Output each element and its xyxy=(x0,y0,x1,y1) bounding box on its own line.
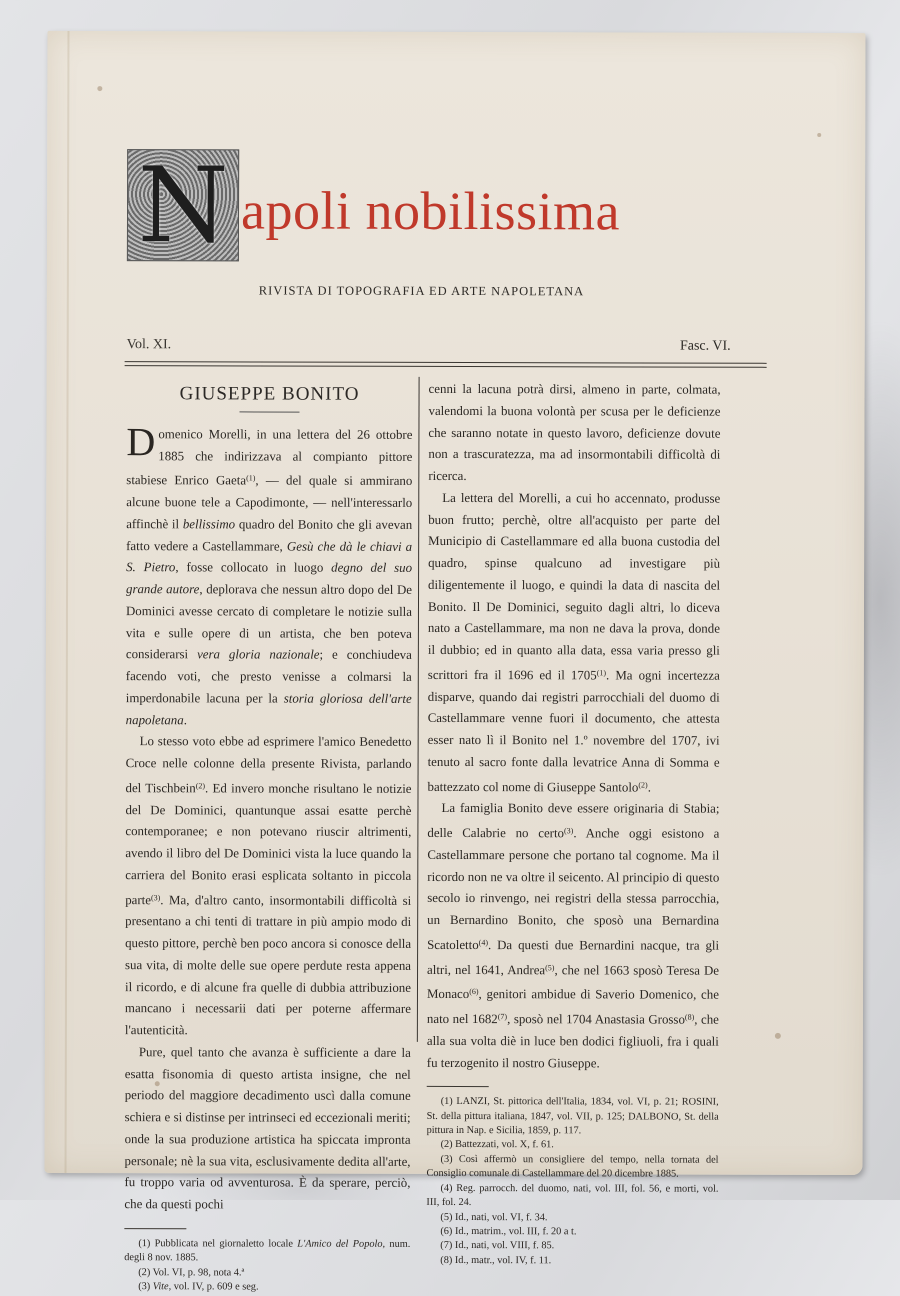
footnote-r8: (8) Id., matr., vol. IV, f. 11. xyxy=(440,1254,552,1266)
masthead xyxy=(127,144,727,267)
footnote-ref: (4) xyxy=(478,937,489,947)
footnote-r1: (1) LANZI, St. pittorica dell'Italia, 1834, vol. VI, p. 21; ROSINI, St. della pittura italiana, 1847, vol. VII, p. 125; DALBONO, St. della pittura in Nap. e Sicilia, 1859, p. 117. xyxy=(426,1096,719,1137)
journal-title: apoli nobilissima xyxy=(240,180,621,242)
paper-stain xyxy=(775,1033,781,1039)
header-double-rule xyxy=(125,361,767,368)
paragraph-3: Pure, quel tanto che avanza è sufficiente a dare la esatta fisonomia di questo artista insigne, che nel periodo del maggiore decadimento uscì dalla comune schiera e si distinse per intrinseci ed eccezionali meriti; onde la sua produzione artistica ha spiccata impronta personale; nè la sua vita, esclusivamente dedita all'arte, fu troppo varia od avventurosa. È da sperare, perciò, che da questi pochi xyxy=(124,1044,411,1212)
footnote-r7: (7) Id., nati, vol. VIII, f. 85. xyxy=(440,1240,555,1252)
footnote-ref: (3) xyxy=(564,826,574,836)
footnote-r6: (6) Id., matrim., vol. III, f. 20 a t. xyxy=(440,1225,577,1238)
ornamental-initial-icon xyxy=(127,144,239,267)
footnote-ref: (2) xyxy=(638,779,648,790)
footnote-r2: (2) Battezzati, vol. X, f. 61. xyxy=(440,1139,554,1151)
footnote-rule xyxy=(124,1228,186,1229)
footnote-ref: (1) xyxy=(596,668,607,678)
paragraph-5: La lettera del Morelli, a cui ho accennato, produsse buon frutto; perchè, oltre all'acquisto per parte del Municipio di Castellammare ed alla buona custodia del quadro, spinse qualcuno ad investigare più diligentemente il luogo, e quindi la data di nascita del Bonito. Il De Dominici, seguito dagli altri, lo diceva nato a Castellammare, ma non ne dava la prova, donde il dubbio; ed in quanto alla data, essa varia presso gli scrittori fra il 1696 ed il 1705$^{(1)}$. Ma ogni incertezza disparve, quando dai registri parrocchiali del duomo di Castellammare venne fuori il documento, che attesta esser nato lì il Bonito nel 1.º novembre del 1707, ivi tenuto al sacro fonte dalla levatrice Anna di Somma e battezzato col nome di Giuseppe Santolo$^{(2)}$. xyxy=(427,490,721,795)
paragraph-1: Domenico Morelli, in una lettera del 26 ottobre 1885 che indirizzava al compianto pittore stabiese Enrico Gaeta$^{(1)}$, — del quale si ammirano alcune buone tele a Capodimonte, — nell'interessarlo affinchè il bellissimo quadro del Bonito che gli avevan fatto vedere a Castellammare, Gesù che dà le chiavi a S. Pietro, fosse collocato in luogo degno del suo grande autore, deplorava che nessun altro dopo del De Dominici avesse cercato di completare le notizie sulla vita e sulle opere di un artista, che ben poteva considerarsi vera gloria nazionale; e conchiudeva facendo voti, che presto venisse a colmarsi la imperdonabile lacuna per la storia gloriosa dell'arte napoletana. xyxy=(125,418,413,727)
paragraph-initial: D xyxy=(126,418,156,464)
fascicle-number: Fasc. VI. xyxy=(679,338,731,354)
footnote-ref: (3) xyxy=(150,892,161,902)
footnote-2: (2) Vol. VI, p. 98, nota 4.ª xyxy=(138,1266,245,1279)
article-title: GIUSEPPE BONITO xyxy=(179,383,360,405)
title-rule xyxy=(239,411,299,412)
footnote-ref: (5) xyxy=(545,962,555,972)
volume-number: Vol. XI. xyxy=(126,337,172,353)
right-column xyxy=(426,379,720,1269)
paragraph-2: Lo stesso voto ebbe ad esprimere l'amico Benedetto Croce nelle colonne della presente Rivista, parlando del Tischbein$^{(2)}$. Ed invero monche risultano le notizie del De Dominici, quantunque assai esatte perchè contemporanee; e non potevano riuscir altrimenti, avendo il libro del De Dominici vista la luce quando la carriera del Bonito erasi esplicata soltanto in piccola parte$^{(3)}$. Ma, d'altro canto, insormontabili difficoltà si presentano a chi tenti di trattare in più ampio modo di questo pittore, perchè ben poco ancora si conosce della sua vita, di molte delle sue opere perdute resta appena il ricordo, e di alcune fra quelle di dubbia attribuzione mancano i necessarii dati per poterne affermare l'autenticità. xyxy=(124,734,412,1038)
left-column xyxy=(124,383,412,1295)
footnote-ref: (2) xyxy=(195,781,206,791)
column-divider xyxy=(417,377,420,1042)
footnote-1: (1) Pubblicata nel giornaletto locale L'Amico del Popolo, num. degli 8 nov. 1885. xyxy=(124,1237,411,1264)
footnote-ref: (6) xyxy=(469,987,479,997)
footnote-r5: (5) Id., nati, vol. VI, f. 34. xyxy=(440,1211,548,1223)
journal-page xyxy=(45,31,866,1293)
footnote-ref: (1) xyxy=(246,473,256,483)
footnote-rule xyxy=(427,1086,489,1087)
paragraph-4: cenni la lacuna potrà dirsi, almeno in parte, colmata, valendomi la buona volontà per scusa per le deficienze che saranno notate in questo lavoro, deficienze dovute non a trascuratezza, ma ad insormontabili difficoltà di ricerca. xyxy=(428,381,721,484)
paper-stain xyxy=(97,86,102,91)
footnote-ref: (7) xyxy=(497,1012,508,1022)
paragraph-6: La famiglia Bonito deve essere originaria di Stabia; delle Calabrie no certo$^{(3)}$. Anche oggi esistono a Castellammare persone che portano tal cognome. Ma il ricordo non ne va oltre il seicento. Al principio di questo secolo io rinvengo, nei registri della stessa parrocchia, un Bernardino Bonito, che sposò una Bernardina Scatoletto$^{(4)}$. Da questi due Bernardini nacque, tra gli altri, nel 1641, Andrea$^{(5)}$, che nel 1663 sposò Teresa De Monaco$^{(6)}$, genitori ambidue di Saverio Domenico, che nato nel 1682$^{(7)}$, sposò nel 1704 Anastasia Grosso$^{(8)}$, che alla sua volta diè in luce ben dodici figliuoli, fra i quali fu terzogenito il nostro Giuseppe. xyxy=(426,801,720,1070)
dropcap-letter: N xyxy=(137,144,229,267)
footnote-ref: (8) xyxy=(684,1012,695,1022)
paper-stain xyxy=(817,133,821,137)
journal-subtitle: RIVISTA DI TOPOGRAFIA ED ARTE NAPOLETANA xyxy=(258,283,585,299)
footnote-r3: (3) Così affermò un consigliere del tempo, nella tornata del Consiglio comunale di Castellammare del 20 dicembre 1885. xyxy=(426,1153,719,1180)
footnote-3: (3) Vite, vol. IV, p. 609 e seg. xyxy=(138,1281,259,1293)
footnote-r4: (4) Reg. parrocch. del duomo, nati, vol. III, fol. 56, e morti, vol. III, fol. 24. xyxy=(426,1182,719,1209)
